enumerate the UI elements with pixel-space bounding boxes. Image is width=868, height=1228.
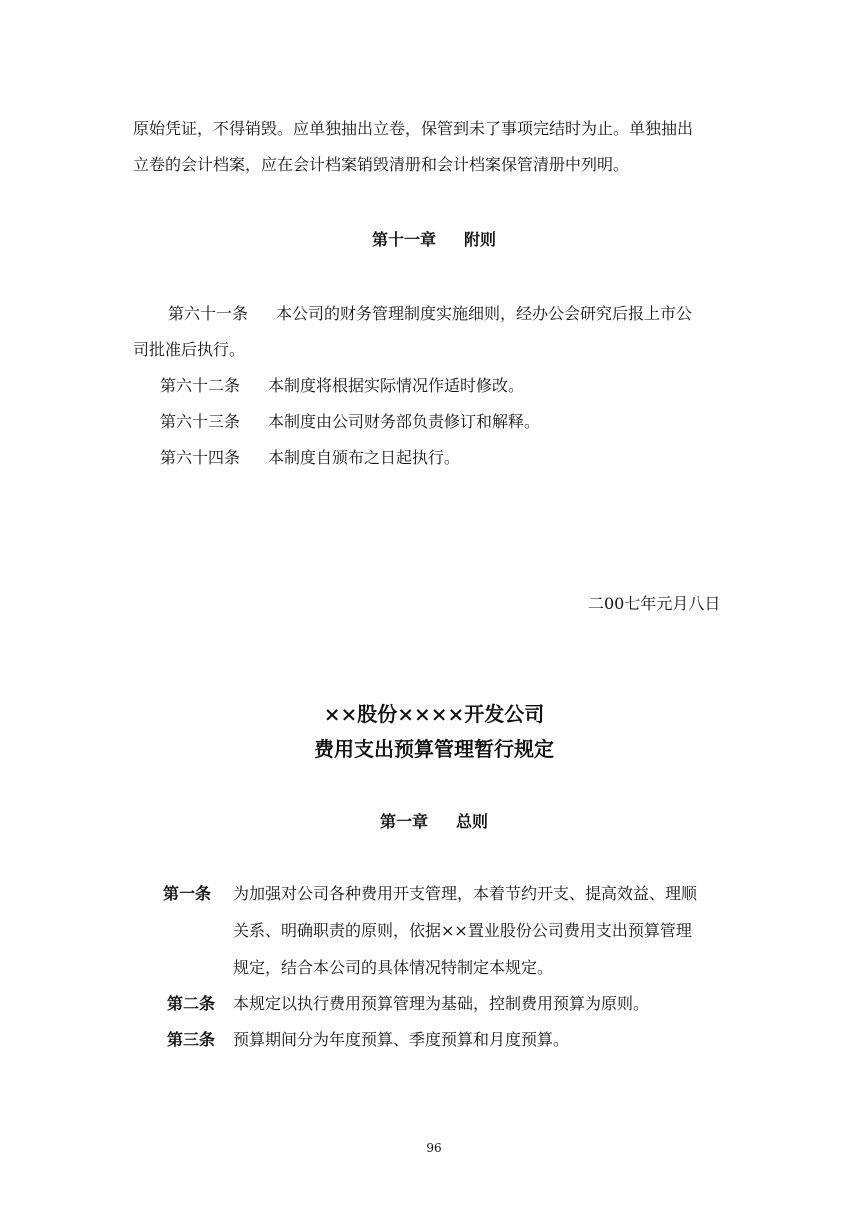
article-label: 第二条 bbox=[167, 994, 216, 1013]
article-64 bbox=[160, 448, 460, 468]
article-text: 本制度将根据实际情况作适时修改。 bbox=[268, 376, 525, 395]
date: 二00七年元月八日 bbox=[588, 594, 721, 613]
chapter-number: 第一章 bbox=[379, 812, 428, 831]
article-61-continuation: 司批准后执行。 bbox=[133, 340, 246, 359]
article-text-line: 规定，结合本公司的具体情况特制定本规定。 bbox=[233, 958, 554, 977]
chapter-number: 第十一章 bbox=[371, 230, 436, 249]
article-text: 本制度自颁布之日起执行。 bbox=[268, 448, 461, 467]
article-label: 第一条 bbox=[163, 884, 212, 903]
article-3 bbox=[167, 1030, 569, 1050]
paragraph-line: 立卷的会计档案，应在会计档案销毁清册和会计档案保管清册中列明。 bbox=[133, 155, 630, 174]
article-text: 本制度由公司财务部负责修订和解释。 bbox=[268, 412, 541, 431]
article-text-line: 为加强对公司各种费用开支管理，本着节约开支、提高效益、理顺 bbox=[233, 884, 698, 903]
article-label: 第六十三条 bbox=[160, 412, 241, 431]
article-label: 第六十二条 bbox=[160, 376, 241, 395]
chapter-title: 总则 bbox=[456, 812, 489, 831]
article-text-line: 关系、明确职责的原则，依据××置业股份公司费用支出预算管理 bbox=[233, 921, 692, 940]
article-label: 第六十一条 bbox=[168, 304, 249, 323]
doc-title-line2: 费用支出预算管理暂行规定 bbox=[314, 737, 554, 761]
article-text: 本公司的财务管理制度实施细则，经办公会研究后报上市公 bbox=[276, 304, 693, 323]
article-61 bbox=[168, 304, 692, 324]
article-label: 第六十四条 bbox=[160, 448, 241, 467]
chapter-title: 附则 bbox=[464, 230, 497, 249]
article-2 bbox=[167, 994, 649, 1014]
article-label: 第三条 bbox=[167, 1030, 216, 1049]
paragraph-line: 原始凭证，不得销毁。应单独抽出立卷，保管到未了事项完结时为止。单独抽出 bbox=[133, 119, 694, 138]
article-text: 本规定以执行费用预算管理为基础，控制费用预算为原则。 bbox=[233, 994, 650, 1013]
doc-title-line1: ××股份××××开发公司 bbox=[323, 702, 545, 726]
article-62 bbox=[160, 376, 524, 396]
article-63 bbox=[160, 412, 540, 432]
page-number: 96 bbox=[426, 1141, 442, 1155]
chapter-heading bbox=[0, 230, 868, 250]
article-text: 预算期间分为年度预算、季度预算和月度预算。 bbox=[233, 1030, 570, 1049]
chapter-heading bbox=[0, 812, 868, 832]
